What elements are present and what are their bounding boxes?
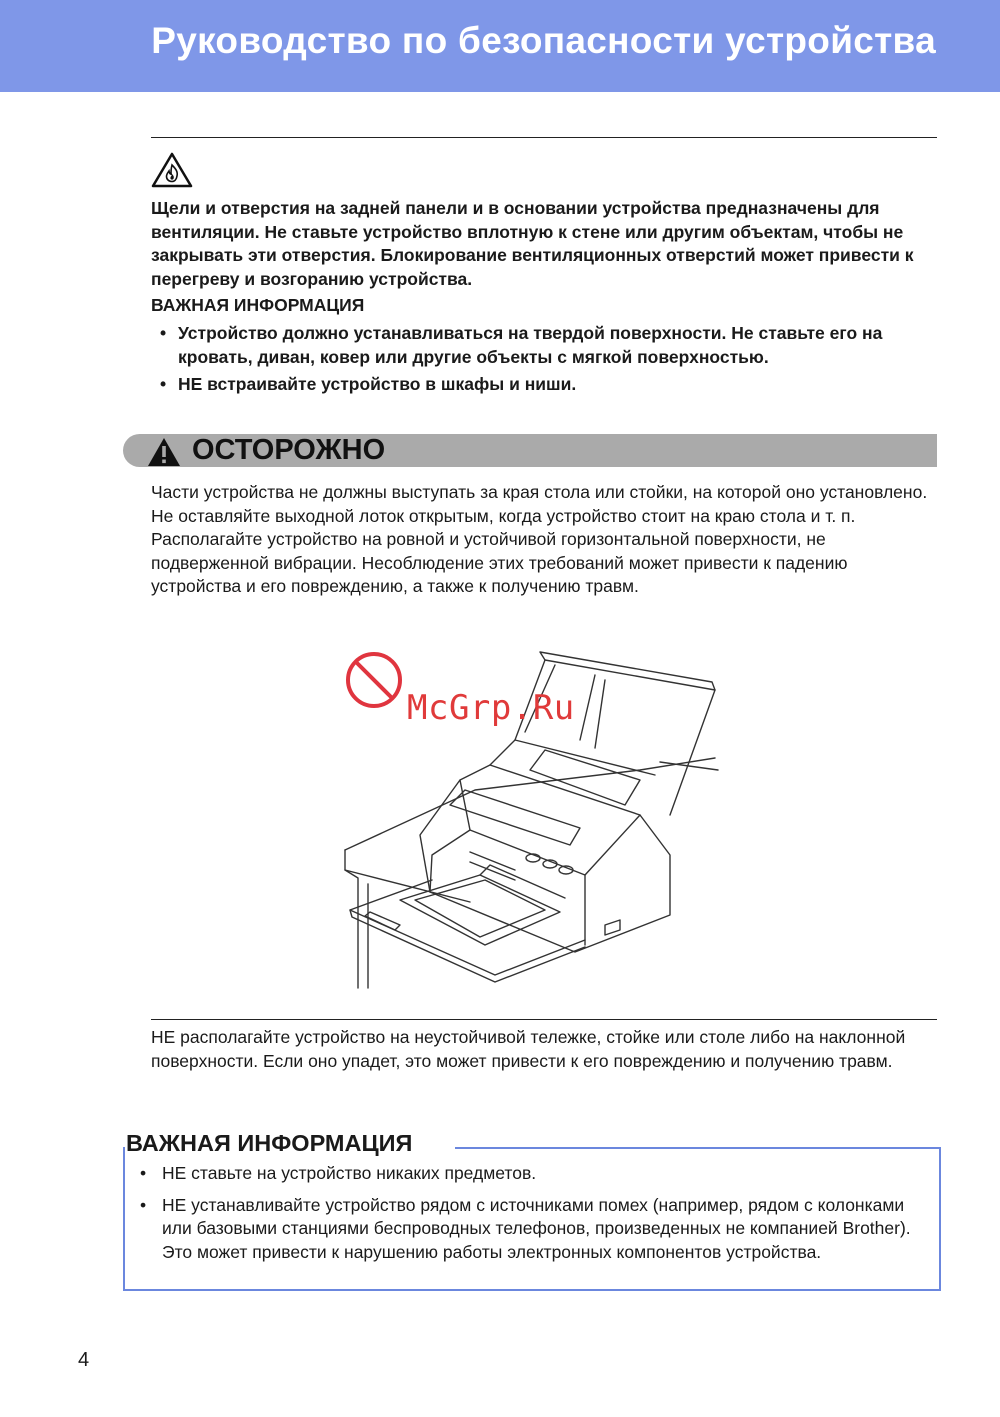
important-info-label: ВАЖНАЯ ИНФОРМАЦИЯ — [151, 295, 365, 315]
caution-title: ОСТОРОЖНО — [192, 434, 386, 466]
list-item: • НЕ устанавливайте устройство рядом с источниками помех (например, рядом с колонками или базовыми станциями беспроводных телефонов, произведенных не компанией Brother). Это может привести к нарушению работы электронных компонентов устройства. — [138, 1194, 928, 1265]
caution-text: Части устройства не должны выступать за края стола или стойки, на которой оно установлено. Не оставляйте выходной лоток открытым, когда устройство стоит на краю стола и т. п. Располагайте устройство на ровной и устойчивой горизонтальной поверхности, не подверженной вибрации. Несоблюдение этих требований может привести к падению устройства и его повреждению, а также к получению травм. — [151, 482, 928, 596]
list-item: • НЕ встраивайте устройство в шкафы и ниши. — [151, 373, 941, 397]
page-header — [0, 0, 1000, 92]
section-divider-top — [151, 137, 937, 138]
important-info-box-top-border — [455, 1147, 941, 1149]
ventilation-warning-text: Щели и отверстия на задней панели и в основании устройства предназначены для вентиляции. Не ставьте устройство вплотную к стене или другим объектам, чтобы не закрывать эти отверстия. Блокирование вентиляционных отверстий может привести к перегреву и возгоранию устройства. — [151, 198, 914, 289]
installation-bullets — [151, 322, 941, 401]
caution-triangle-icon — [147, 437, 181, 467]
page-title: Руководство по безопасности устройства — [151, 20, 936, 61]
fire-warning-icon — [151, 152, 193, 188]
watermark-text: McGrp.Ru — [407, 688, 575, 728]
important-info-title: ВАЖНАЯ ИНФОРМАЦИЯ — [126, 1130, 422, 1157]
caution-heading-bar — [123, 434, 937, 467]
page-number: 4 — [78, 1349, 90, 1371]
list-item: • НЕ ставьте на устройство никаких предметов. — [138, 1162, 928, 1186]
section-divider-middle — [151, 1019, 937, 1020]
important-info-bullets — [138, 1162, 928, 1272]
unstable-surface-warning: НЕ располагайте устройство на неустойчивой тележке, стойке или столе либо на наклонной поверхности. Если оно упадет, это может привести к его повреждению и получению травм. — [151, 1027, 906, 1071]
list-item: • Устройство должно устанавливаться на твердой поверхности. Не ставьте его на кровать, диван, ковер или другие объекты с мягкой поверхностью. — [151, 322, 941, 369]
